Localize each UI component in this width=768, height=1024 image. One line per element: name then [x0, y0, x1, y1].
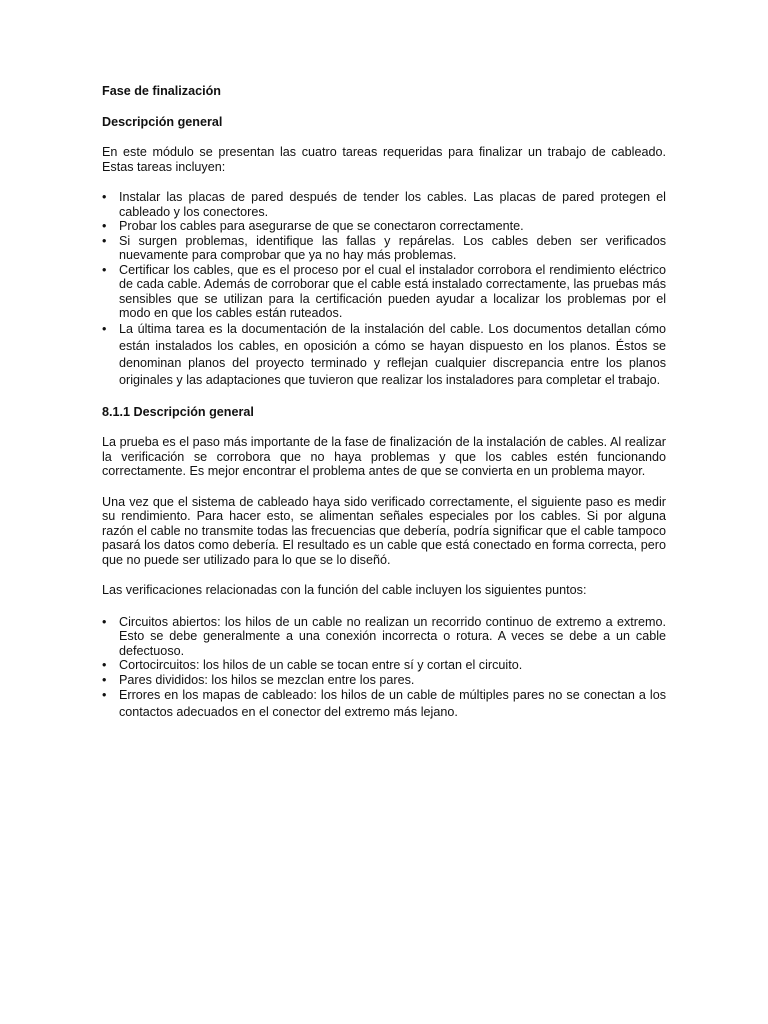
list-item: • La última tarea es la documentación de la instalación del cable. Los documentos detallan cómo están instalados los cables, en oposición a cómo se hayan dispuesto en los planos. Éstos se denominan planos del proyecto terminado y reflejan cualquier discrepancia entre los planos originales y las adaptaciones que tuvieron que realizar los instaladores para completar el trabajo.: [102, 321, 666, 389]
list-item: • Probar los cables para asegurarse de que se conectaron correctamente.: [102, 219, 666, 234]
list-item: • Cortocircuitos: los hilos de un cable se tocan entre sí y cortan el circuito.: [102, 658, 666, 673]
document-body: [102, 84, 666, 721]
section-heading: Descripción general: [102, 114, 223, 129]
subsection-heading: 8.1.1 Descripción general: [102, 404, 254, 419]
paragraph-testing: La prueba es el paso más importante de la fase de finalización de la instalación de cables. Al realizar la verificación se corrobora que no haya problemas y que los cables estén funcionando correctamente. Es mejor encontrar el problema antes de que se convierta en un problema mayor.: [102, 435, 666, 478]
paragraph-checks-intro: Las verificaciones relacionadas con la función del cable incluyen los siguientes puntos:: [102, 583, 587, 597]
checks-list: [102, 615, 666, 722]
document-title: Fase de finalización: [102, 84, 221, 98]
paragraph-performance: Una vez que el sistema de cableado haya sido verificado correctamente, el siguiente paso es medir su rendimiento. Para hacer esto, se alimentan señales especiales por los cables. Si por alguna razón el cable no transmite todas las frecuencias que debería, podría significar que el cable tampoco pasará los datos como debería. El resultado es un cable que está conectado en forma correcta, pero que no puede ser utilizado para lo que se lo diseñó.: [102, 494, 666, 567]
tasks-list: [102, 190, 666, 389]
list-item: • Pares divididos: los hilos se mezclan entre los pares.: [102, 673, 666, 688]
intro-paragraph: En este módulo se presentan las cuatro tareas requeridas para finalizar un trabajo de cableado. Estas tareas incluyen:: [102, 145, 666, 174]
list-item: • Errores en los mapas de cableado: los hilos de un cable de múltiples pares no se conectan a los contactos adecuados en el conector del extremo más lejano.: [102, 687, 666, 721]
list-item: • Instalar las placas de pared después de tender los cables. Las placas de pared protegen el cableado y los conectores.: [102, 190, 666, 219]
list-item: • Circuitos abiertos: los hilos de un cable no realizan un recorrido continuo de extremo a extremo. Esto se debe generalmente a una conexión incorrecta o rotura. A veces se debe a un cable defectuoso.: [102, 615, 666, 659]
list-item: • Si surgen problemas, identifique las fallas y repárelas. Los cables deben ser verificados nuevamente para comprobar que ya no hay más problemas.: [102, 234, 666, 263]
list-item: • Certificar los cables, que es el proceso por el cual el instalador corrobora el rendimiento eléctrico de cada cable. Además de corroborar que el cable está instalado correctamente, las pruebas más sensibles que se utilizan para la certificación pueden ayudar a localizar los problemas por el modo en que los cables están ruteados.: [102, 263, 666, 321]
